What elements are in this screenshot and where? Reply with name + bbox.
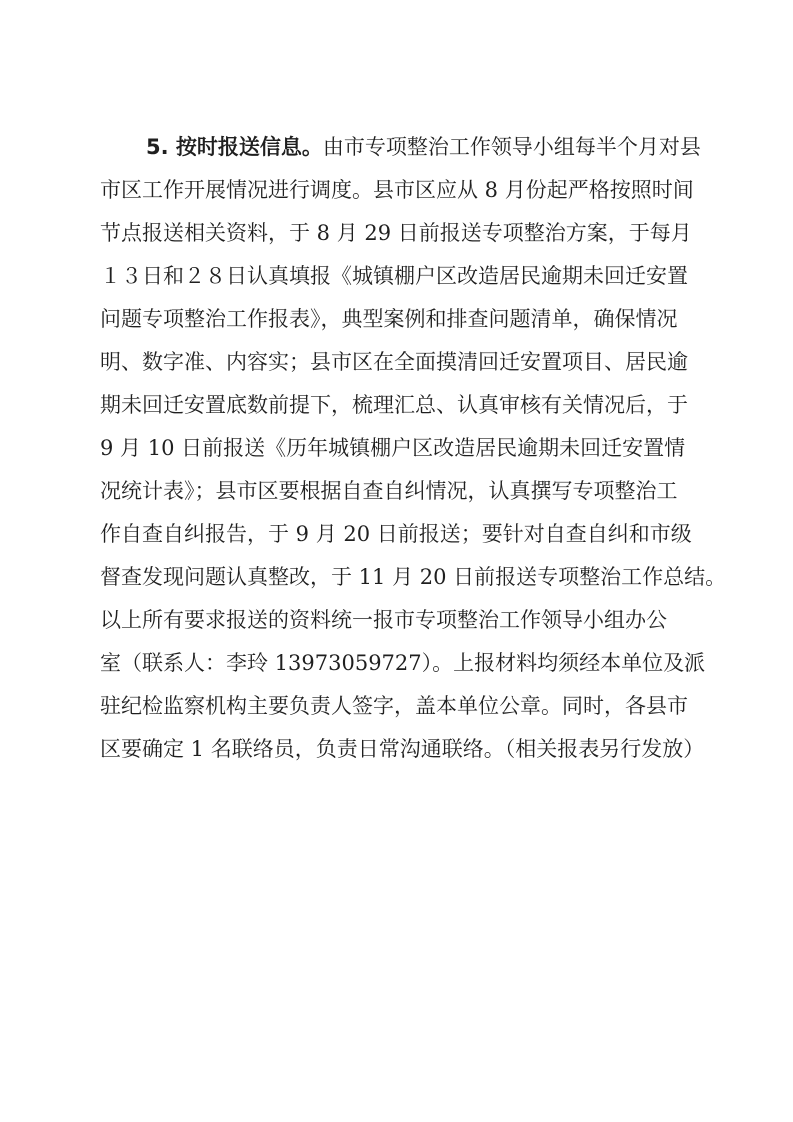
paragraph-line-4: １３日和２８日认真填报《城镇棚户区改造居民逾期未回迁安置 — [100, 264, 688, 288]
paragraph-line-15: 区要确定 1 名联络员，负责日常沟通联络。（相关报表另行发放） — [100, 737, 705, 761]
paragraph-line-10: 作自查自纠报告，于 9 月 20 日前报送；要针对自查自纠和市级 — [100, 522, 692, 546]
paragraph-line-11: 督查发现问题认真整改，于 11 月 20 日前报送专项整治工作总结。 — [100, 565, 727, 589]
paragraph-line-13: 室（联系人：李玲 13973059727）。上报材料均须经本单位及派 — [100, 651, 706, 675]
paragraph-line-8: 9 月 10 日前报送《历年城镇棚户区改造居民逾期未回迁安置情 — [100, 436, 686, 460]
paragraph-line-2: 市区工作开展情况进行调度。县市区应从 8 月份起严格按照时间 — [100, 178, 694, 202]
paragraph-line-14: 驻纪检监察机构主要负责人签字，盖本单位公章。同时，各县市 — [100, 694, 688, 718]
paragraph-line-1 — [146, 132, 700, 162]
paragraph-line-12: 以上所有要求报送的资料统一报市专项整治工作领导小组办公 — [100, 608, 667, 632]
section-heading: 5. 按时报送信息。 — [146, 135, 323, 159]
paragraph-line-3: 节点报送相关资料，于 8 月 29 日前报送专项整治方案，于每月 — [100, 221, 692, 245]
paragraph-line-9: 况统计表》；县市区要根据自查自纠情况，认真撰写专项整治工 — [100, 479, 678, 503]
paragraph-text: 由市专项整治工作领导小组每半个月对县 — [322, 135, 701, 159]
paragraph-line-6: 明、数字准、内容实；县市区在全面摸清回迁安置项目、居民逾 — [100, 350, 688, 374]
paragraph-line-5: 问题专项整治工作报表》，典型案例和排查问题清单，确保情况 — [100, 307, 678, 331]
paragraph-line-7: 期未回迁安置底数前提下，梳理汇总、认真审核有关情况后，于 — [100, 393, 688, 417]
